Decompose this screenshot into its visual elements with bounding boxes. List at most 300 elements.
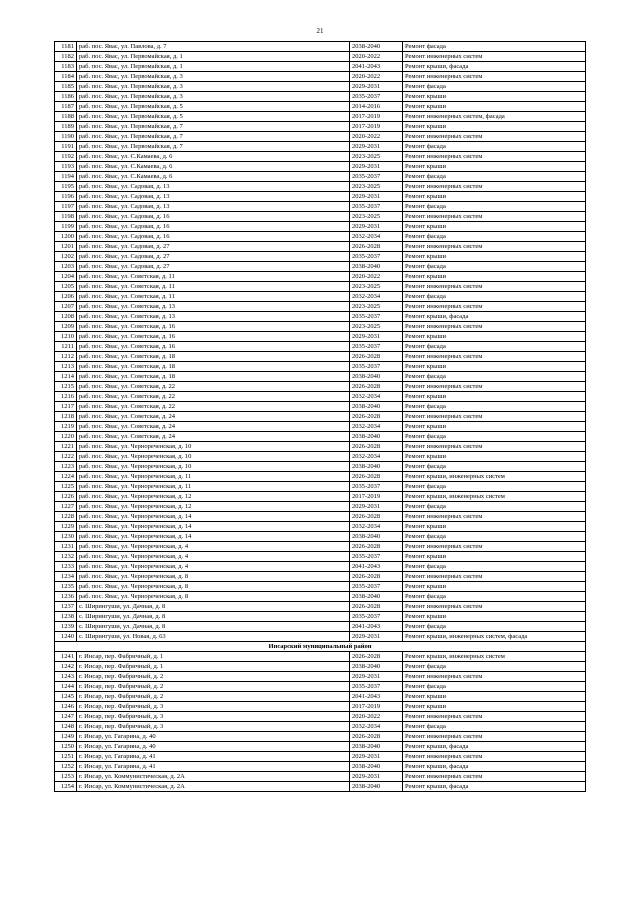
period-cell: 2035-2037: [350, 482, 403, 492]
table-row: [55, 672, 586, 682]
table-row: [55, 412, 586, 422]
table-row: [55, 782, 586, 792]
address-cell: раб. пос. Явас, ул. Павлова, д. 7: [77, 42, 350, 52]
period-cell: 2026-2028: [350, 652, 403, 662]
table-row: [55, 722, 586, 732]
work-type-cell: Ремонт крыши: [403, 332, 586, 342]
table-row: [55, 152, 586, 162]
row-number: 1226: [55, 492, 77, 502]
address-cell: раб. пос. Явас, ул. Первомайская, д. 1: [77, 52, 350, 62]
row-number: 1203: [55, 262, 77, 272]
period-cell: 2029-2031: [350, 502, 403, 512]
table-row: [55, 582, 586, 592]
period-cell: 2020-2022: [350, 132, 403, 142]
work-type-cell: Ремонт фасада: [403, 82, 586, 92]
address-cell: с. Ширингуши, ул. Новая, д. 63: [77, 632, 350, 642]
row-number: 1191: [55, 142, 77, 152]
address-cell: раб. пос. Явас, ул. Советская, д. 16: [77, 332, 350, 342]
table-row: [55, 322, 586, 332]
work-type-cell: Ремонт фасада: [403, 482, 586, 492]
table-row: [55, 272, 586, 282]
row-number: 1254: [55, 782, 77, 792]
table-row: [55, 742, 586, 752]
address-cell: г. Инсар, ул. Гагарина, д. 41: [77, 752, 350, 762]
address-cell: раб. пос. Явас, ул. Первомайская, д. 5: [77, 112, 350, 122]
table-row: [55, 532, 586, 542]
table-row: [55, 612, 586, 622]
period-cell: 2014-2016: [350, 102, 403, 112]
table-row: [55, 82, 586, 92]
address-cell: раб. пос. Явас, ул. Первомайская, д. 7: [77, 132, 350, 142]
address-cell: раб. пос. Явас, ул. Садовая, д. 27: [77, 262, 350, 272]
period-cell: 2029-2031: [350, 82, 403, 92]
row-number: 1220: [55, 432, 77, 442]
row-number: 1249: [55, 732, 77, 742]
row-number: 1222: [55, 452, 77, 462]
address-cell: с. Ширингуши, ул. Дачная, д. 8: [77, 622, 350, 632]
row-number: 1252: [55, 762, 77, 772]
row-number: 1223: [55, 462, 77, 472]
work-type-cell: Ремонт крыши, инженерных систем: [403, 472, 586, 482]
table-row: [55, 292, 586, 302]
address-cell: раб. пос. Явас, ул. Советская, д. 18: [77, 362, 350, 372]
row-number: 1225: [55, 482, 77, 492]
address-cell: раб. пос. Явас, ул. Советская, д. 24: [77, 412, 350, 422]
address-cell: раб. пос. Явас, ул. Чернореченская, д. 14: [77, 532, 350, 542]
address-cell: раб. пос. Явас, ул. Советская, д. 22: [77, 382, 350, 392]
table-row: [55, 52, 586, 62]
table-row: [55, 372, 586, 382]
work-type-cell: Ремонт крыши: [403, 552, 586, 562]
table-row: [55, 752, 586, 762]
row-number: 1231: [55, 542, 77, 552]
period-cell: 2026-2028: [350, 732, 403, 742]
work-type-cell: Ремонт крыши: [403, 422, 586, 432]
table-row: [55, 92, 586, 102]
table-row: [55, 572, 586, 582]
address-cell: раб. пос. Явас, ул. Первомайская, д. 3: [77, 82, 350, 92]
address-cell: с. Ширингуши, ул. Дачная, д. 8: [77, 612, 350, 622]
table-row: [55, 122, 586, 132]
table-row: [55, 492, 586, 502]
table-row: [55, 452, 586, 462]
period-cell: 2026-2028: [350, 572, 403, 582]
table-row: [55, 262, 586, 272]
work-type-cell: Ремонт крыши: [403, 692, 586, 702]
work-type-cell: Ремонт крыши: [403, 92, 586, 102]
address-cell: раб. пос. Явас, ул. Советская, д. 24: [77, 422, 350, 432]
work-type-cell: Ремонт инженерных систем: [403, 752, 586, 762]
table-row: [55, 382, 586, 392]
work-type-cell: Ремонт инженерных систем: [403, 52, 586, 62]
work-type-cell: Ремонт инженерных систем: [403, 352, 586, 362]
table-row: [55, 102, 586, 112]
work-type-cell: Ремонт крыши, инженерных систем, фасада: [403, 632, 586, 642]
table-row: [55, 232, 586, 242]
address-cell: раб. пос. Явас, ул. Чернореченская, д. 4: [77, 552, 350, 562]
row-number: 1230: [55, 532, 77, 542]
row-number: 1245: [55, 692, 77, 702]
row-number: 1198: [55, 212, 77, 222]
row-number: 1224: [55, 472, 77, 482]
period-cell: 2035-2037: [350, 252, 403, 262]
period-cell: 2035-2037: [350, 582, 403, 592]
work-type-cell: Ремонт инженерных систем: [403, 72, 586, 82]
period-cell: 2032-2034: [350, 232, 403, 242]
address-cell: раб. пос. Явас, ул. Первомайская, д. 7: [77, 122, 350, 132]
address-cell: раб. пос. Явас, ул. Садовая, д. 13: [77, 202, 350, 212]
period-cell: 2029-2031: [350, 772, 403, 782]
table-row: [55, 252, 586, 262]
work-type-cell: Ремонт крыши: [403, 522, 586, 532]
row-number: 1189: [55, 122, 77, 132]
row-number: 1243: [55, 672, 77, 682]
work-type-cell: Ремонт фасада: [403, 722, 586, 732]
work-type-cell: Ремонт инженерных систем: [403, 152, 586, 162]
table-row: [55, 172, 586, 182]
work-type-cell: Ремонт крыши: [403, 702, 586, 712]
address-cell: раб. пос. Явас, ул. Советская, д. 11: [77, 292, 350, 302]
work-type-cell: Ремонт инженерных систем: [403, 182, 586, 192]
address-cell: раб. пос. Явас, ул. Советская, д. 13: [77, 312, 350, 322]
row-number: 1213: [55, 362, 77, 372]
address-cell: раб. пос. Явас, ул. Чернореченская, д. 8: [77, 582, 350, 592]
period-cell: 2035-2037: [350, 362, 403, 372]
row-number: 1197: [55, 202, 77, 212]
period-cell: 2038-2040: [350, 782, 403, 792]
row-number: 1241: [55, 652, 77, 662]
work-type-cell: Ремонт фасада: [403, 262, 586, 272]
address-cell: г. Инсар, ул. Гагарина, д. 40: [77, 742, 350, 752]
table-row: [55, 602, 586, 612]
address-cell: раб. пос. Явас, ул. Чернореченская, д. 11: [77, 482, 350, 492]
period-cell: 2029-2031: [350, 222, 403, 232]
period-cell: 2023-2025: [350, 322, 403, 332]
section-title: Инсарский муниципальный район: [55, 642, 586, 652]
table-row: [55, 522, 586, 532]
address-cell: раб. пос. Явас, ул. Советская, д. 11: [77, 272, 350, 282]
period-cell: 2041-2043: [350, 692, 403, 702]
row-number: 1181: [55, 42, 77, 52]
period-cell: 2035-2037: [350, 682, 403, 692]
table-row: [55, 222, 586, 232]
work-type-cell: Ремонт инженерных систем: [403, 772, 586, 782]
address-cell: г. Инсар, ул. Коммунистическая, д. 2А: [77, 782, 350, 792]
work-type-cell: Ремонт инженерных систем: [403, 442, 586, 452]
address-cell: раб. пос. Явас, ул. Советская, д. 13: [77, 302, 350, 312]
table-row: [55, 302, 586, 312]
period-cell: 2026-2028: [350, 382, 403, 392]
table-row: [55, 542, 586, 552]
period-cell: 2038-2040: [350, 532, 403, 542]
period-cell: 2026-2028: [350, 352, 403, 362]
period-cell: 2032-2034: [350, 392, 403, 402]
row-number: 1218: [55, 412, 77, 422]
address-cell: раб. пос. Явас, ул. Садовая, д. 27: [77, 242, 350, 252]
row-number: 1234: [55, 572, 77, 582]
period-cell: 2017-2019: [350, 112, 403, 122]
work-type-cell: Ремонт инженерных систем: [403, 542, 586, 552]
table-row: [55, 622, 586, 632]
address-cell: раб. пос. Явас, ул. Первомайская, д. 5: [77, 102, 350, 112]
work-type-cell: Ремонт фасада: [403, 592, 586, 602]
row-number: 1204: [55, 272, 77, 282]
row-number: 1233: [55, 562, 77, 572]
work-type-cell: Ремонт фасада: [403, 172, 586, 182]
row-number: 1208: [55, 312, 77, 322]
work-type-cell: Ремонт крыши: [403, 102, 586, 112]
row-number: 1185: [55, 82, 77, 92]
table-row: [55, 632, 586, 642]
work-type-cell: Ремонт крыши, инженерных систем: [403, 492, 586, 502]
period-cell: 2038-2040: [350, 42, 403, 52]
period-cell: 2032-2034: [350, 722, 403, 732]
period-cell: 2035-2037: [350, 172, 403, 182]
table-row: [55, 712, 586, 722]
table-row: [55, 42, 586, 52]
work-type-cell: Ремонт крыши: [403, 392, 586, 402]
period-cell: 2041-2043: [350, 562, 403, 572]
row-number: 1221: [55, 442, 77, 452]
address-cell: раб. пос. Явас, ул. Советская, д. 18: [77, 352, 350, 362]
row-number: 1251: [55, 752, 77, 762]
work-type-cell: Ремонт фасада: [403, 532, 586, 542]
period-cell: 2026-2028: [350, 442, 403, 452]
work-type-cell: Ремонт крыши: [403, 362, 586, 372]
row-number: 1236: [55, 592, 77, 602]
work-type-cell: Ремонт инженерных систем: [403, 282, 586, 292]
table-row: [55, 482, 586, 492]
work-type-cell: Ремонт инженерных систем: [403, 712, 586, 722]
address-cell: раб. пос. Явас, ул. Чернореченская, д. 12: [77, 502, 350, 512]
period-cell: 2032-2034: [350, 422, 403, 432]
period-cell: 2029-2031: [350, 162, 403, 172]
period-cell: 2038-2040: [350, 592, 403, 602]
address-cell: раб. пос. Явас, ул. Чернореченская, д. 8: [77, 572, 350, 582]
period-cell: 2020-2022: [350, 52, 403, 62]
address-cell: г. Инсар, пер. Фабричный, д. 1: [77, 662, 350, 672]
table-row: [55, 162, 586, 172]
work-type-cell: Ремонт фасада: [403, 142, 586, 152]
table-row: [55, 342, 586, 352]
work-type-cell: Ремонт крыши: [403, 222, 586, 232]
address-cell: раб. пос. Явас, ул. Первомайская, д. 1: [77, 62, 350, 72]
table-row: [55, 422, 586, 432]
table-row: [55, 502, 586, 512]
row-number: 1192: [55, 152, 77, 162]
row-number: 1184: [55, 72, 77, 82]
row-number: 1182: [55, 52, 77, 62]
period-cell: 2029-2031: [350, 332, 403, 342]
row-number: 1217: [55, 402, 77, 412]
address-cell: раб. пос. Явас, ул. Садовая, д. 13: [77, 182, 350, 192]
period-cell: 2020-2022: [350, 712, 403, 722]
address-cell: раб. пос. Явас, ул. Чернореченская, д. 11: [77, 472, 350, 482]
row-number: 1219: [55, 422, 77, 432]
address-cell: г. Инсар, ул. Гагарина, д. 40: [77, 732, 350, 742]
period-cell: 2029-2031: [350, 672, 403, 682]
period-cell: 2038-2040: [350, 662, 403, 672]
row-number: 1194: [55, 172, 77, 182]
row-number: 1250: [55, 742, 77, 752]
work-type-cell: Ремонт фасада: [403, 662, 586, 672]
address-cell: с. Ширингуши, ул. Дачная, д. 8: [77, 602, 350, 612]
address-cell: раб. пос. Явас, ул. Первомайская, д. 3: [77, 92, 350, 102]
address-cell: раб. пос. Явас, ул. Чернореченская, д. 8: [77, 592, 350, 602]
table-row: [55, 432, 586, 442]
row-number: 1205: [55, 282, 77, 292]
address-cell: г. Инсар, пер. Фабричный, д. 1: [77, 652, 350, 662]
period-cell: 2026-2028: [350, 412, 403, 422]
period-cell: 2023-2025: [350, 152, 403, 162]
address-cell: раб. пос. Явас, ул. С.Камаева, д. 6: [77, 172, 350, 182]
address-cell: раб. пос. Явас, ул. С.Камаева, д. 6: [77, 152, 350, 162]
row-number: 1187: [55, 102, 77, 112]
address-cell: раб. пос. Явас, ул. Садовая, д. 16: [77, 222, 350, 232]
period-cell: 2026-2028: [350, 512, 403, 522]
address-cell: раб. пос. Явас, ул. Советская, д. 16: [77, 322, 350, 332]
work-type-cell: Ремонт инженерных систем: [403, 572, 586, 582]
period-cell: 2041-2043: [350, 622, 403, 632]
period-cell: 2038-2040: [350, 462, 403, 472]
table-row: [55, 182, 586, 192]
row-number: 1207: [55, 302, 77, 312]
address-cell: раб. пос. Явас, ул. Советская, д. 11: [77, 282, 350, 292]
table-row: [55, 242, 586, 252]
row-number: 1244: [55, 682, 77, 692]
period-cell: 2029-2031: [350, 752, 403, 762]
work-type-cell: Ремонт фасада: [403, 562, 586, 572]
table-row: [55, 462, 586, 472]
period-cell: 2026-2028: [350, 602, 403, 612]
period-cell: 2035-2037: [350, 342, 403, 352]
address-cell: раб. пос. Явас, ул. Садовая, д. 16: [77, 212, 350, 222]
table-row: [55, 62, 586, 72]
repair-schedule-table: [54, 41, 586, 792]
row-number: 1193: [55, 162, 77, 172]
row-number: 1209: [55, 322, 77, 332]
table-body: [55, 42, 586, 792]
work-type-cell: Ремонт фасада: [403, 402, 586, 412]
period-cell: 2020-2022: [350, 272, 403, 282]
row-number: 1199: [55, 222, 77, 232]
period-cell: 2038-2040: [350, 262, 403, 272]
table-row: [55, 192, 586, 202]
address-cell: раб. пос. Явас, ул. Чернореченская, д. 10: [77, 442, 350, 452]
period-cell: 2038-2040: [350, 432, 403, 442]
row-number: 1237: [55, 602, 77, 612]
work-type-cell: Ремонт крыши: [403, 582, 586, 592]
work-type-cell: Ремонт крыши: [403, 252, 586, 262]
table-row: [55, 772, 586, 782]
period-cell: 2017-2019: [350, 492, 403, 502]
row-number: 1196: [55, 192, 77, 202]
row-number: 1188: [55, 112, 77, 122]
work-type-cell: Ремонт крыши, фасада: [403, 62, 586, 72]
work-type-cell: Ремонт крыши: [403, 162, 586, 172]
period-cell: 2038-2040: [350, 372, 403, 382]
row-number: 1247: [55, 712, 77, 722]
work-type-cell: Ремонт фасада: [403, 42, 586, 52]
work-type-cell: Ремонт крыши, фасада: [403, 312, 586, 322]
address-cell: раб. пос. Явас, ул. Советская, д. 24: [77, 432, 350, 442]
period-cell: 2035-2037: [350, 312, 403, 322]
work-type-cell: Ремонт инженерных систем: [403, 132, 586, 142]
work-type-cell: Ремонт инженерных систем: [403, 672, 586, 682]
row-number: 1248: [55, 722, 77, 732]
address-cell: г. Инсар, пер. Фабричный, д. 2: [77, 692, 350, 702]
address-cell: раб. пос. Явас, ул. Первомайская, д. 7: [77, 142, 350, 152]
address-cell: раб. пос. Явас, ул. С.Камаева, д. 6: [77, 162, 350, 172]
row-number: 1228: [55, 512, 77, 522]
work-type-cell: Ремонт инженерных систем: [403, 242, 586, 252]
row-number: 1235: [55, 582, 77, 592]
row-number: 1202: [55, 252, 77, 262]
address-cell: раб. пос. Явас, ул. Чернореченская, д. 4: [77, 542, 350, 552]
table-row: [55, 662, 586, 672]
work-type-cell: Ремонт крыши, инженерных систем: [403, 652, 586, 662]
table-row: [55, 112, 586, 122]
row-number: 1229: [55, 522, 77, 532]
table-row: [55, 202, 586, 212]
address-cell: раб. пос. Явас, ул. Советская, д. 22: [77, 392, 350, 402]
work-type-cell: Ремонт крыши: [403, 122, 586, 132]
row-number: 1200: [55, 232, 77, 242]
period-cell: 2026-2028: [350, 542, 403, 552]
work-type-cell: Ремонт инженерных систем: [403, 302, 586, 312]
table-row: [55, 592, 586, 602]
row-number: 1211: [55, 342, 77, 352]
address-cell: г. Инсар, пер. Фабричный, д. 3: [77, 722, 350, 732]
table-row: [55, 282, 586, 292]
row-number: 1246: [55, 702, 77, 712]
period-cell: 2038-2040: [350, 402, 403, 412]
period-cell: 2023-2025: [350, 282, 403, 292]
work-type-cell: Ремонт фасада: [403, 502, 586, 512]
period-cell: 2026-2028: [350, 242, 403, 252]
table-row: [55, 732, 586, 742]
address-cell: раб. пос. Явас, ул. Чернореченская, д. 12: [77, 492, 350, 502]
period-cell: 2023-2025: [350, 302, 403, 312]
work-type-cell: Ремонт фасада: [403, 292, 586, 302]
row-number: 1210: [55, 332, 77, 342]
period-cell: 2032-2034: [350, 292, 403, 302]
address-cell: г. Инсар, пер. Фабричный, д. 2: [77, 682, 350, 692]
table-row: [55, 352, 586, 362]
table-row: [55, 312, 586, 322]
address-cell: г. Инсар, пер. Фабричный, д. 3: [77, 702, 350, 712]
address-cell: раб. пос. Явас, ул. Советская, д. 18: [77, 372, 350, 382]
row-number: 1195: [55, 182, 77, 192]
table-row: [55, 552, 586, 562]
period-cell: 2035-2037: [350, 612, 403, 622]
work-type-cell: Ремонт инженерных систем: [403, 412, 586, 422]
period-cell: 2035-2037: [350, 92, 403, 102]
table-row: [55, 142, 586, 152]
row-number: 1186: [55, 92, 77, 102]
work-type-cell: Ремонт инженерных систем: [403, 382, 586, 392]
work-type-cell: Ремонт крыши, фасада: [403, 782, 586, 792]
work-type-cell: Ремонт инженерных систем: [403, 732, 586, 742]
address-cell: раб. пос. Явас, ул. Советская, д. 16: [77, 342, 350, 352]
row-number: 1201: [55, 242, 77, 252]
address-cell: раб. пос. Явас, ул. Садовая, д. 16: [77, 232, 350, 242]
period-cell: 2017-2019: [350, 702, 403, 712]
address-cell: г. Инсар, ул. Гагарина, д. 41: [77, 762, 350, 772]
row-number: 1242: [55, 662, 77, 672]
table-row: [55, 402, 586, 412]
work-type-cell: Ремонт инженерных систем: [403, 322, 586, 332]
